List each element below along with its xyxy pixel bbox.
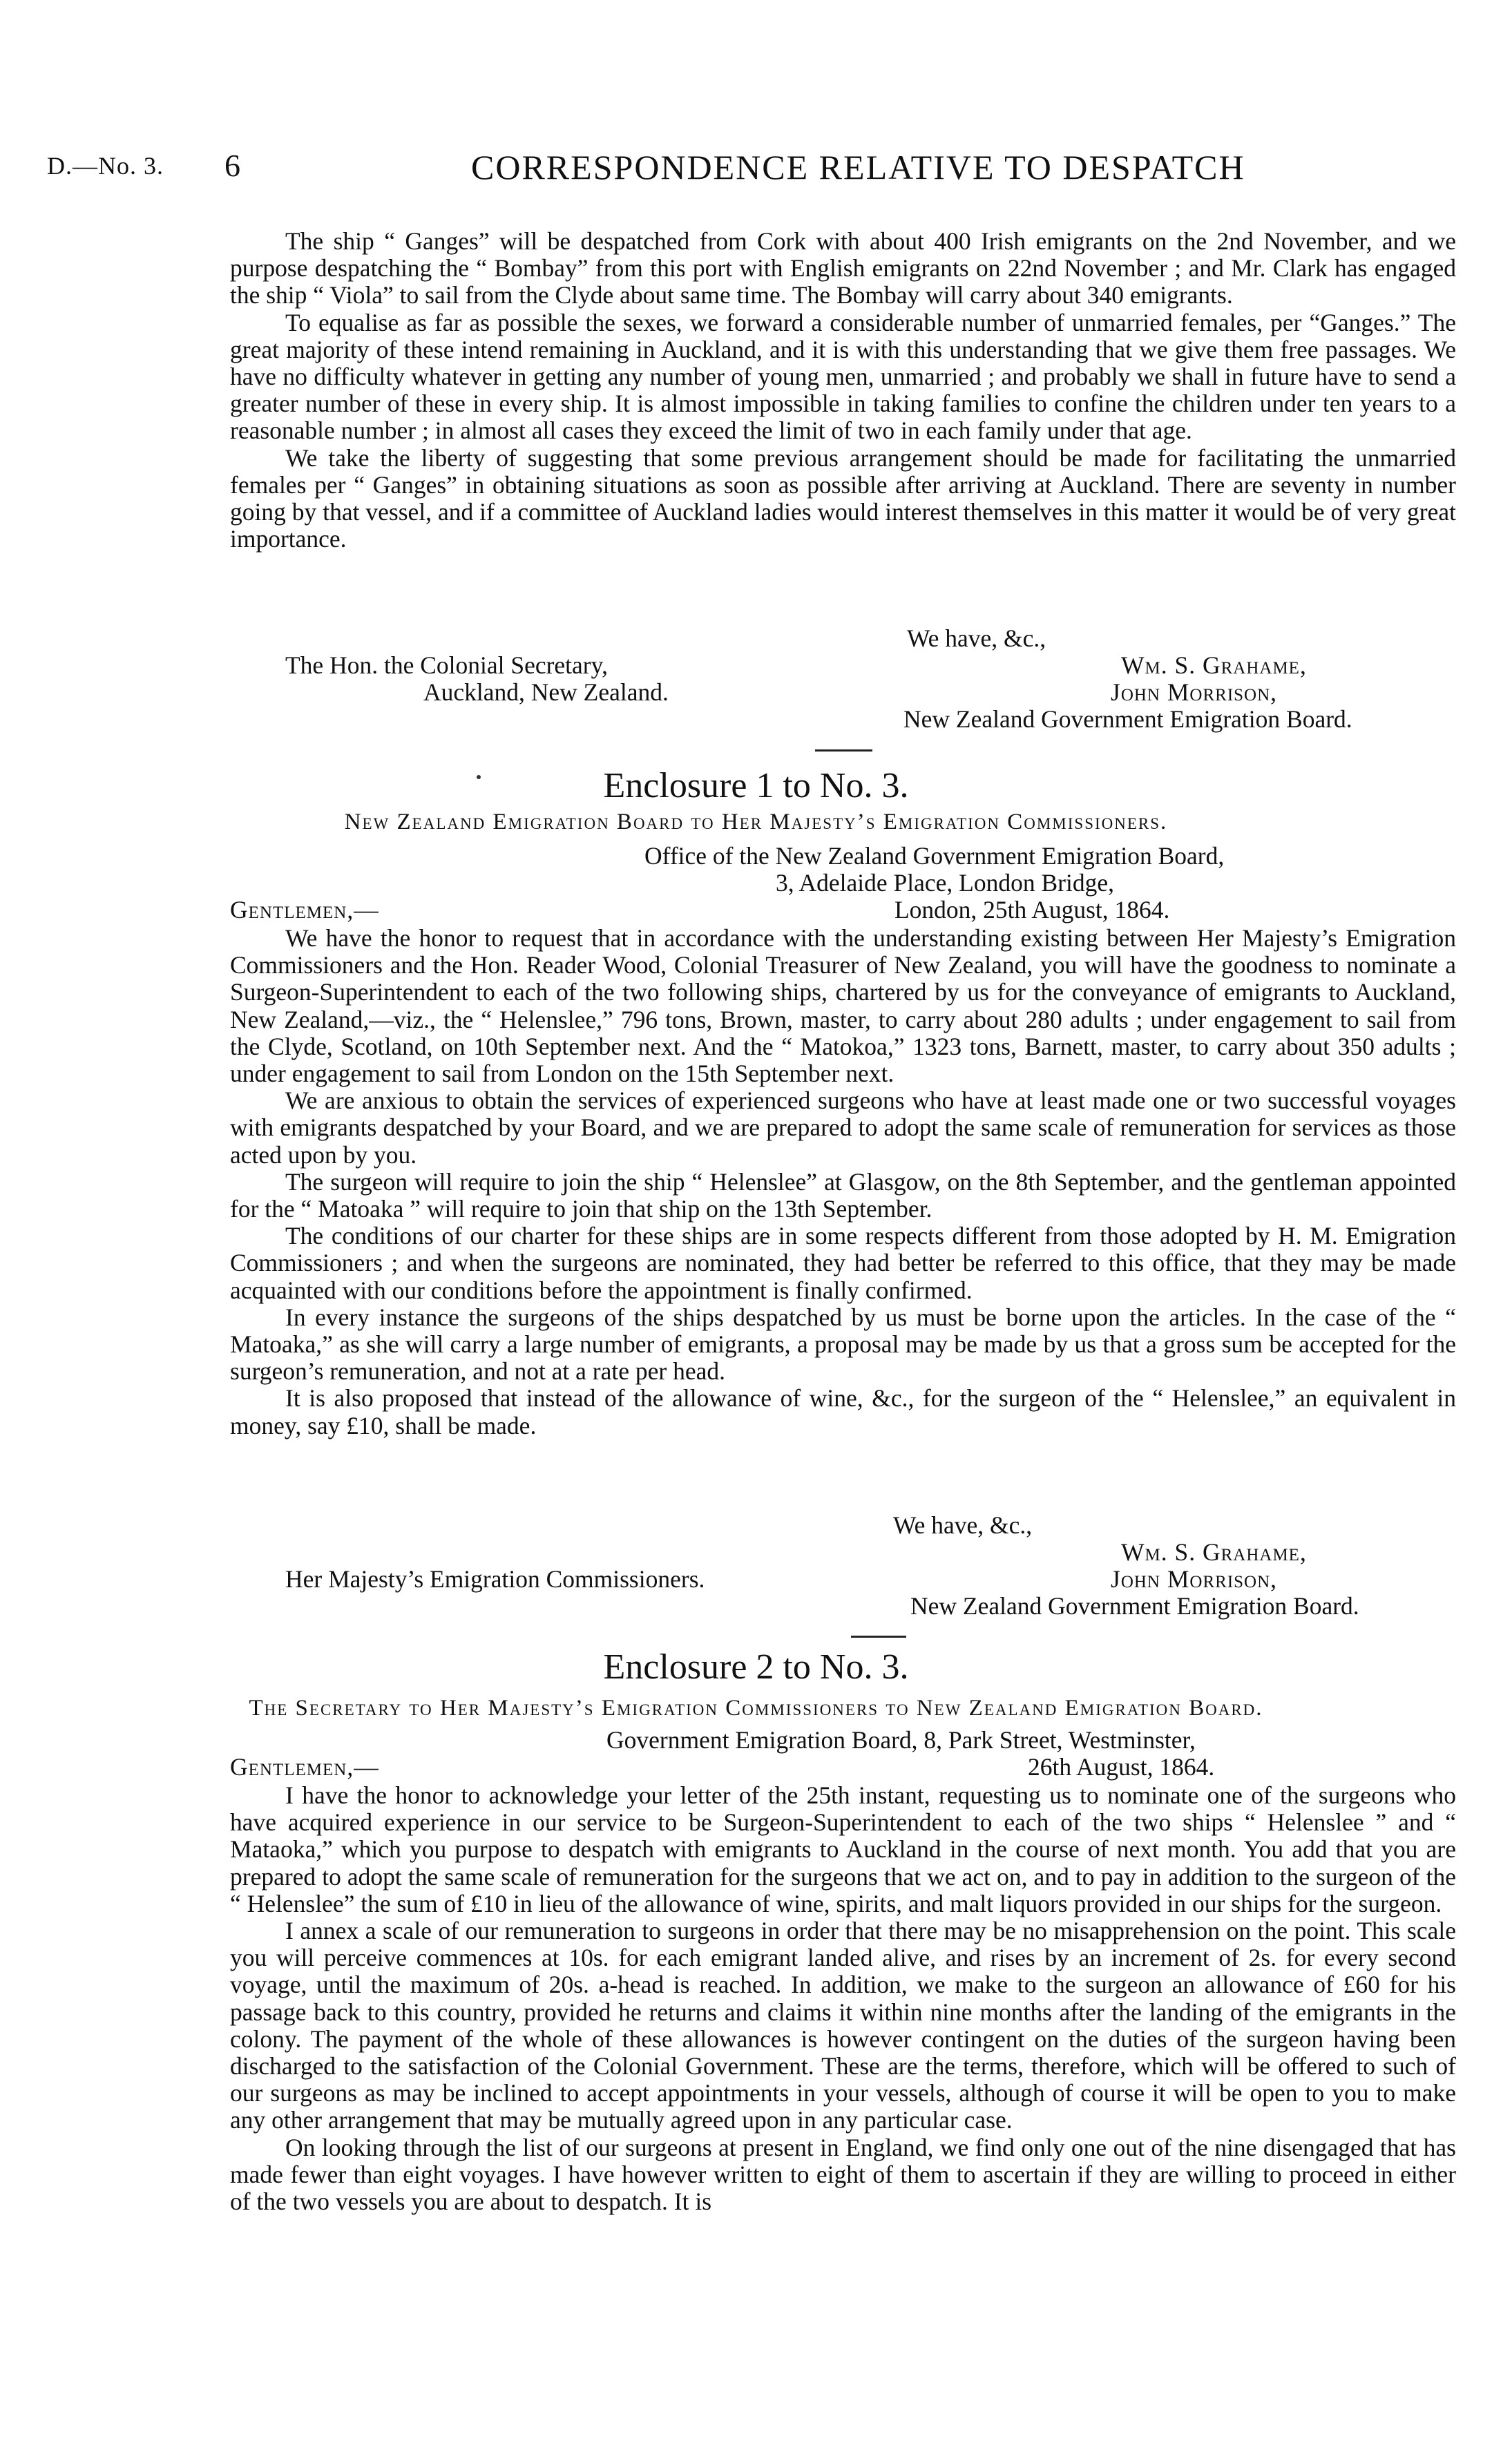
- signer-name: Wm. S. Grahame,: [1121, 1538, 1307, 1566]
- address-line: Government Emigration Board, 8, Park Street, Westminster,: [606, 1726, 1196, 1754]
- salutation: Gentlemen,—: [230, 896, 379, 923]
- page-number: 6: [224, 148, 240, 183]
- paragraph: To equalise as far as possible the sexes, we forward a considerable number of unmarried females, per “Ganges.” The great majority of these intend remaining in Auckland, and it is with this understanding that we give them free passages. We have no difficulty whatever in getting any number of young men, unmarried ; and probably we shall in future have to send a greater number of these in every ship. It is almost impossible in taking families to confine the children under ten years to a reasonable number ; in almost all cases they exceed the limit of two in each family under that age.: [230, 308, 1456, 445]
- letter-signature-block: [230, 1512, 1456, 1620]
- letter-signature-block: [230, 625, 1456, 733]
- signer-name: Wm. S. Grahame,: [1121, 651, 1307, 679]
- enclosure-address-block: [230, 843, 1456, 923]
- addressee: Her Majesty’s Emigration Commissioners.: [285, 1565, 705, 1593]
- enclosure-title: Enclosure 2 to No. 3.: [603, 1647, 909, 1687]
- signer-name: John Morrison,: [1111, 678, 1278, 706]
- enclosure-subtitle: New Zealand Emigration Board to Her Majesty’s Emigration Commissioners.: [344, 810, 1168, 834]
- paragraph: We have the honor to request that in accordance with the understanding existing between Her Majesty’s Emigration Commissioners and the Hon. Reader Wood, Colonial Treasurer of New Zealand, you will have the goodness to nominate a Surgeon-Superintendent to each of the two following ships, chartered by us for the conveyance of emigrants to Auckland, New Zealand,—viz., the “ Helenslee,” 796 tons, Brown, master, to carry about 280 adults ; under engagement to sail from the Clyde, Scotland, on 10th September next. And the “ Matokoa,” 1323 tons, Barnett, master, to carry about 350 adults ; under engagement to sail from London on the 15th September next.: [230, 924, 1456, 1088]
- board-name: New Zealand Government Emigration Board.: [903, 705, 1352, 733]
- letter-body: [230, 228, 1456, 553]
- paragraph: We take the liberty of suggesting that some previous arrangement should be made for facilitating the unmarried females per “ Ganges” in obtaining situations as soon as possible after arriving at Auckland. There are seventy in number going by that vessel, and if a committee of Auckland ladies would interest themselves in this matter it would be of very great importance.: [230, 443, 1456, 553]
- paragraph: We are anxious to obtain the services of experienced surgeons who have at least made one or two successful voyages with emigrants despatched by your Board, and we are prepared to adopt the same scale of remuneration for services as those acted upon by you.: [230, 1087, 1456, 1169]
- address-line: 3, Adelaide Place, London Bridge,: [776, 869, 1114, 897]
- paragraph: I have the honor to acknowledge your letter of the 25th instant, requesting us to nominate one of the surgeons who have acquired experience in our service to be Surgeon-Superintendent to each of the two ships “ Helenslee ” and “ Mataoka,” which you purpose to despatch with emigrants to Auckland in the course of next month. You add that you are prepared to adopt the same scale of remuneration for the surgeons that we act on, and to pay in addition to the surgeon of the “ Helenslee” the sum of £10 in lieu of the allowance of wine, spirits, and malt liquors provided in our ships for the surgeon.: [230, 1781, 1456, 1917]
- salutation: Gentlemen,—: [230, 1753, 379, 1781]
- closing: We have, &c.,: [893, 1511, 1033, 1539]
- letter-body: [230, 1782, 1456, 2215]
- letter-date: 26th August, 1864.: [1028, 1753, 1215, 1781]
- letter-body: [230, 925, 1456, 1439]
- signer-name: John Morrison,: [1111, 1565, 1278, 1593]
- address-line: Office of the New Zealand Government Emigration Board,: [644, 842, 1225, 870]
- paragraph: On looking through the list of our surgeons at present in England, we find only one out of the nine disengaged that has made fewer than eight voyages. I have however written to eight of them to ascertain if they are willing to proceed in either of the two vessels you are about to despatch. It is: [230, 2133, 1456, 2216]
- closing: We have, &c.,: [907, 624, 1046, 652]
- board-name: New Zealand Government Emigration Board.: [910, 1592, 1359, 1620]
- divider: [815, 749, 872, 752]
- letter-date: London, 25th August, 1864.: [894, 896, 1170, 923]
- paragraph: The ship “ Ganges” will be despatched from Cork with about 400 Irish emigrants on the 2nd November, and we purpose despatching the “ Bombay” from this port with English emigrants on 22nd November ; and Mr. Clark has engaged the ship “ Viola” to sail from the Clyde about same time. The Bombay will carry about 340 emigrants.: [230, 227, 1456, 309]
- paragraph: It is also proposed that instead of the allowance of wine, &c., for the surgeon of the “ Helenslee,” an equivalent in money, say £10, shall be made.: [230, 1384, 1456, 1439]
- paragraph: I annex a scale of our remuneration to surgeons in order that there may be no misapprehension on the point. This scale you will perceive commences at 10s. for each emigrant landed alive, and rises by an increment of 2s. for every second voyage, until the maximum of 20s. a-head is reached. In addition, we make to the surgeon an allowance of £60 for his passage back to this country, provided he returns and claims it within nine months after the landing of the emigrants in the colony. The payment of the whole of these allowances is however contingent on the duties of the surgeon having been discharged to the satisfaction of the Colonial Government. These are the terms, therefore, which will be offered to such of our surgeons as may be inclined to accept appointments in your vessels, although of course it will be open to you to make any other arrangement that may be mutually agreed upon in any particular case.: [230, 1917, 1456, 2134]
- enclosure-title: Enclosure 1 to No. 3.: [603, 766, 909, 805]
- page-title: CORRESPONDENCE RELATIVE TO DESPATCH: [471, 148, 1245, 186]
- document-reference: D.—No. 3.: [47, 152, 164, 180]
- page-header: [47, 147, 1484, 195]
- divider: [851, 1636, 906, 1638]
- paragraph: In every instance the surgeons of the ships despatched by us must be borne upon the articles. In the case of the “ Matoaka,” as she will carry a large number of emigrants, a proposal may be made by us that a gross sum be accepted for the surgeon’s remuneration, and not at a rate per head.: [230, 1303, 1456, 1386]
- addressee: The Hon. the Colonial Secretary,: [285, 651, 608, 679]
- enclosure-subtitle: The Secretary to Her Majesty’s Emigration Commissioners to New Zealand Emigration Board.: [249, 1696, 1263, 1721]
- addressee-location: Auckland, New Zealand.: [423, 678, 669, 706]
- enclosure-address-block: [230, 1727, 1456, 1781]
- paragraph: The conditions of our charter for these ships are in some respects different from those adopted by H. M. Emigration Commissioners ; and when the surgeons are nominated, they had better be referred to this office, that they may be made acquainted with our conditions before the appointment is finally confirmed.: [230, 1222, 1456, 1304]
- paragraph: The surgeon will require to join the ship “ Helenslee” at Glasgow, on the 8th September, and the gentleman appointed for the “ Matoaka ” will require to join that ship on the 13th September.: [230, 1167, 1456, 1223]
